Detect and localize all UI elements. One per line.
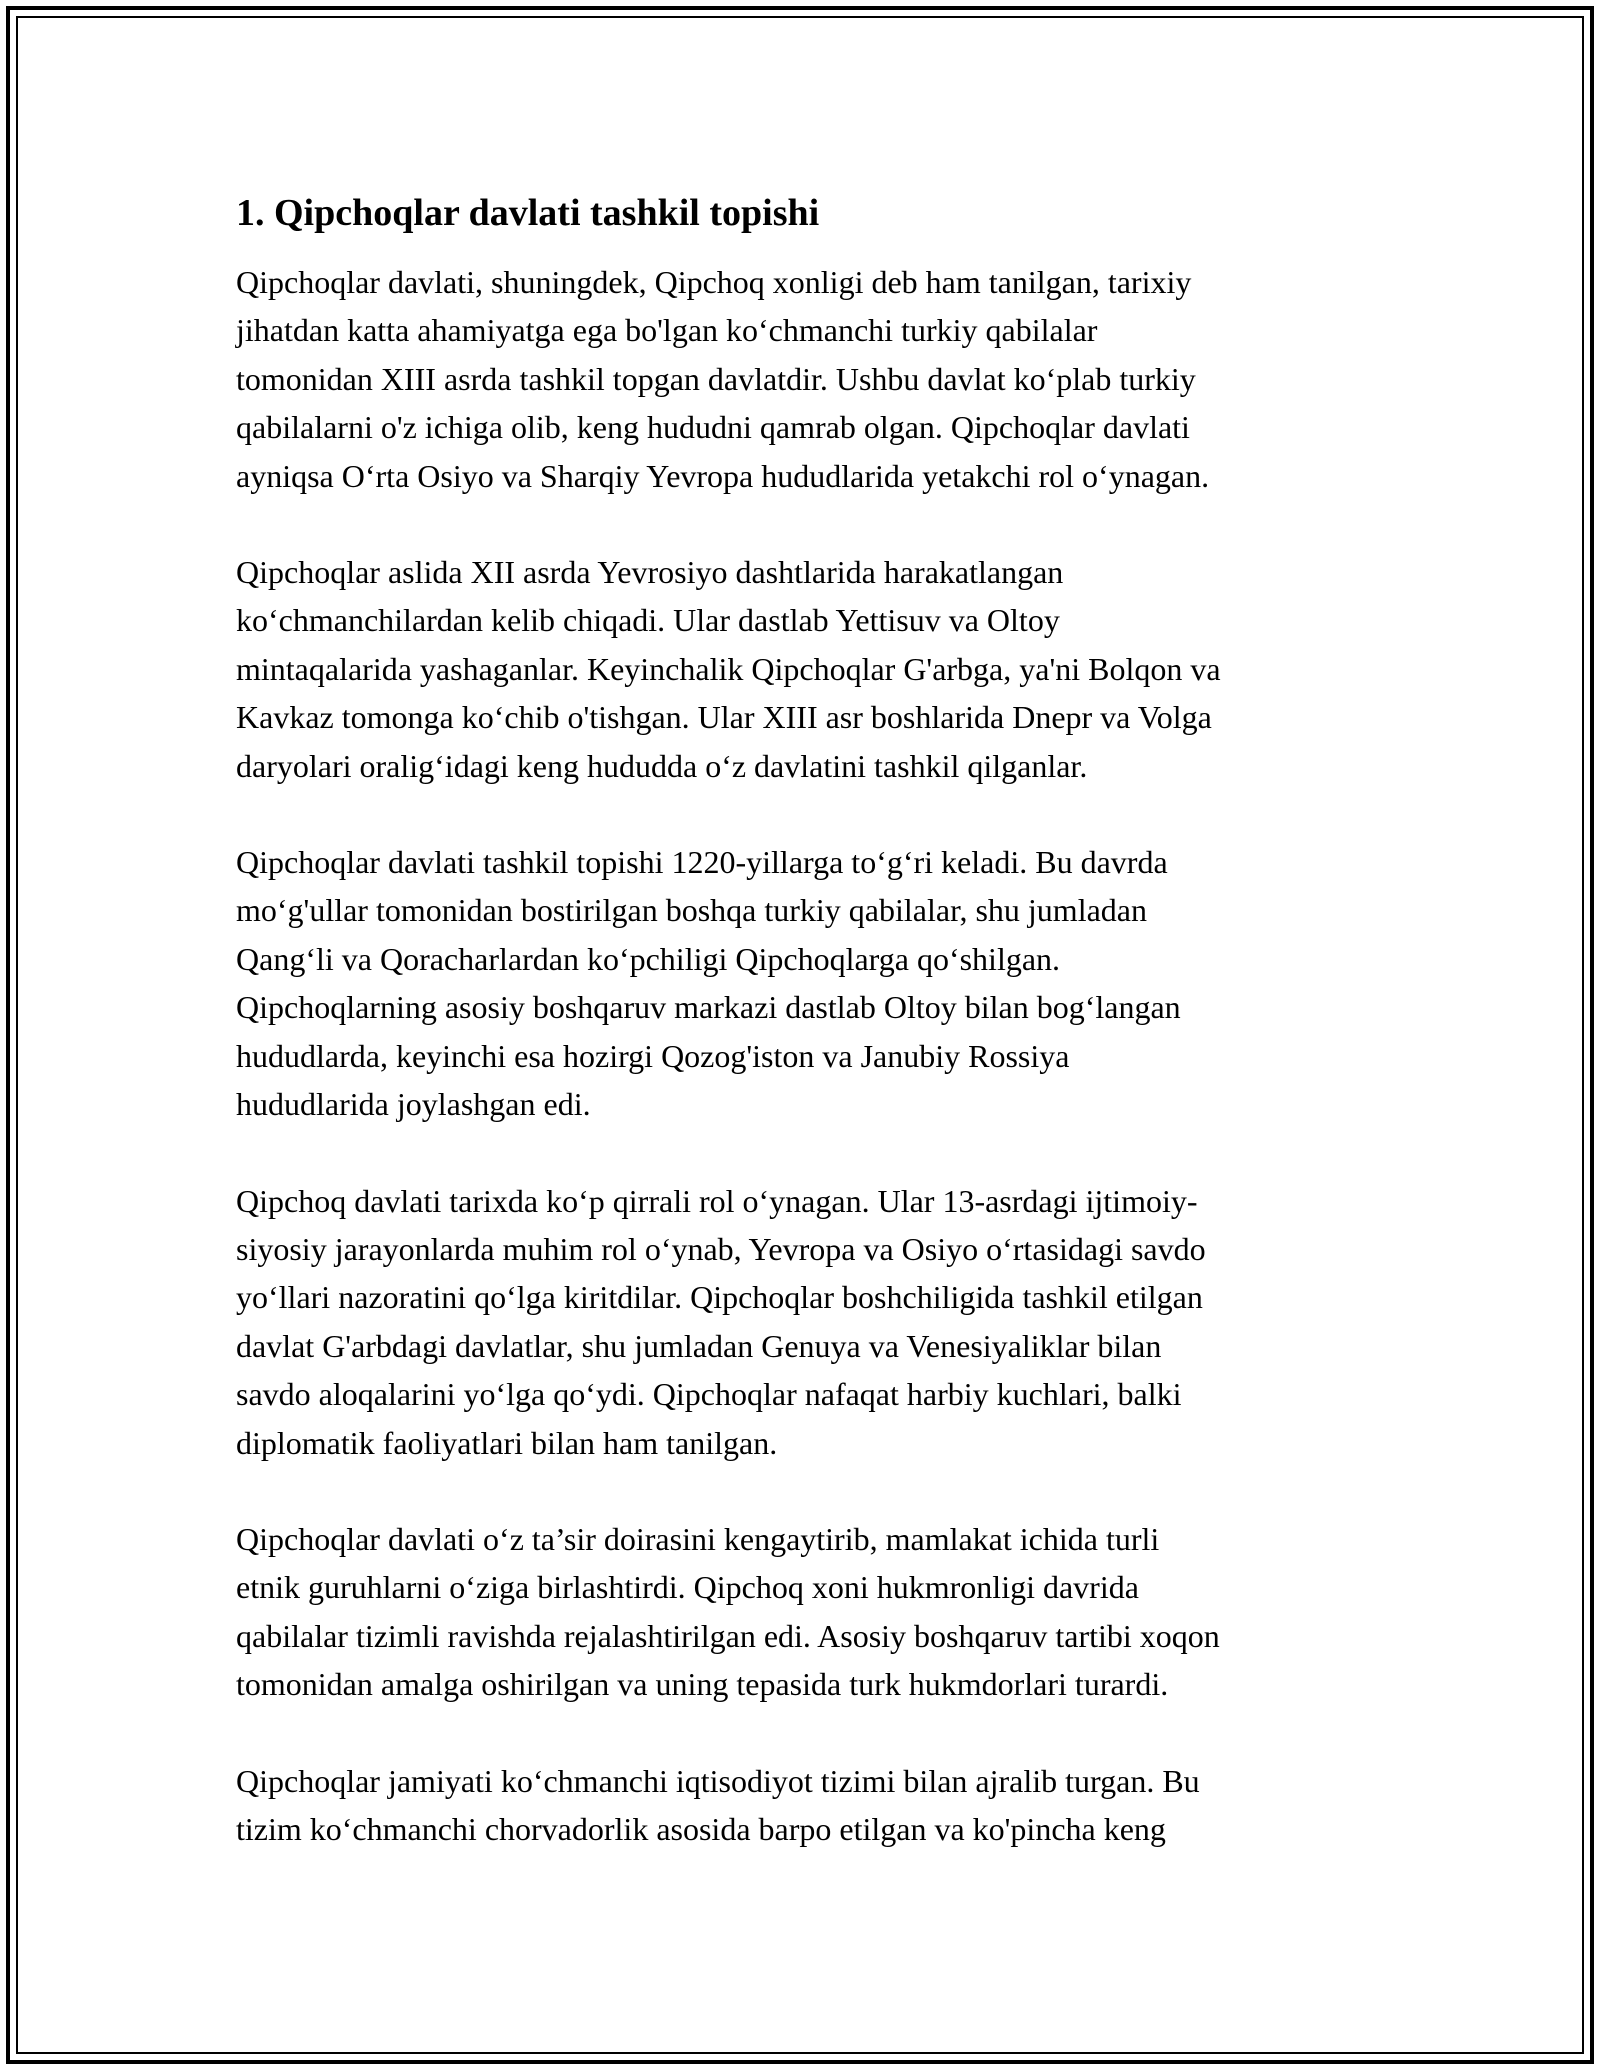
paragraph-4: Qipchoq davlati tarixda ko‘p qirrali rol o‘ynagan. Ular 13-asrdagi ijtimoiy- siyosiy jarayonlarda muhim rol o‘ynab, Yevropa va Osiyo o‘rtasidagi savdo yo‘llari nazoratini qo‘lga kiritdilar. Qipchoqlar boshchiligida tashkil etilgan davlat G'arbdagi davlatlar, shu jumladan Genuya va Venesiyaliklar bilan savdo aloqalarini yo‘lga qo‘ydi. Qipchoqlar nafaqat harbiy kuchlari, balki diplomatik faoliyatlari bilan ham tanilgan. — [236, 1182, 1206, 1461]
paragraph-6: Qipchoqlar jamiyati ko‘chmanchi iqtisodiyot tizimi bilan ajralib turgan. Bu tizim ko‘chmanchi chorvadorlik asosida barpo etilgan va ko'pincha keng — [236, 1762, 1200, 1847]
paragraph-5: Qipchoqlar davlati o‘z ta’sir doirasini kengaytirib, mamlakat ichida turli etnik guruhlarni o‘ziga birlashtirdi. Qipchoq xoni hukmronligi davrida qabilalar tizimli ravishda rejalashtirilgan edi. Asosiy boshqaruv tartibi xoqon tomonidan amalga oshirilgan va uning tepasida turk hukmdorlari turardi. — [236, 1520, 1220, 1703]
paragraph-2: Qipchoqlar aslida XII asrda Yevrosiyo dashtlarida harakatlangan ko‘chmanchilardan kelib chiqadi. Ular dastlab Yettisuv va Oltoy mintaqalarida yashaganlar. Keyinchalik Qipchoqlar G'arbga, ya'ni Bolqon va Kavkaz tomonga ko‘chib o'tishgan. Ular XIII asr boshlarida Dnepr va Volga daryolari oralig‘idagi keng hududda o‘z davlatini tashkil qilganlar. — [236, 554, 1221, 784]
paragraph-1: Qipchoqlar davlati, shuningdek, Qipchoq xonligi deb ham tanilgan, tarixiy jihatdan katta ahamiyatga ega bo'lgan ko‘chmanchi turkiy qabilalar tomonidan XIII asrda tashkil topgan davlatdir. Ushbu davlat ko‘plab turkiy qabilalarni o'z ichiga olib, keng hududni qamrab olgan. Qipchoqlar davlati ayniqsa O‘rta Osiyo va Sharqiy Yevropa hududlarida yetakchi rol o‘ynagan. — [236, 264, 1210, 494]
section-heading: 1. Qipchoqlar davlati tashkil topishi — [236, 192, 820, 234]
document-body — [236, 186, 1376, 1853]
paragraph-3: Qipchoqlar davlati tashkil topishi 1220-yillarga to‘g‘ri keladi. Bu davrda mo‘g'ullar tomonidan bostirilgan boshqa turkiy qabilalar, shu jumladan Qang‘li va Qoracharlardan ko‘pchiligi Qipchoqlarga qo‘shilgan. Qipchoqlarning asosiy boshqaruv markazi dastlab Oltoy bilan bog‘langan hududlarda, keyinchi esa hozirgi Qozog'iston va Janubiy Rossiya hududlarida joylashgan edi. — [236, 844, 1181, 1123]
